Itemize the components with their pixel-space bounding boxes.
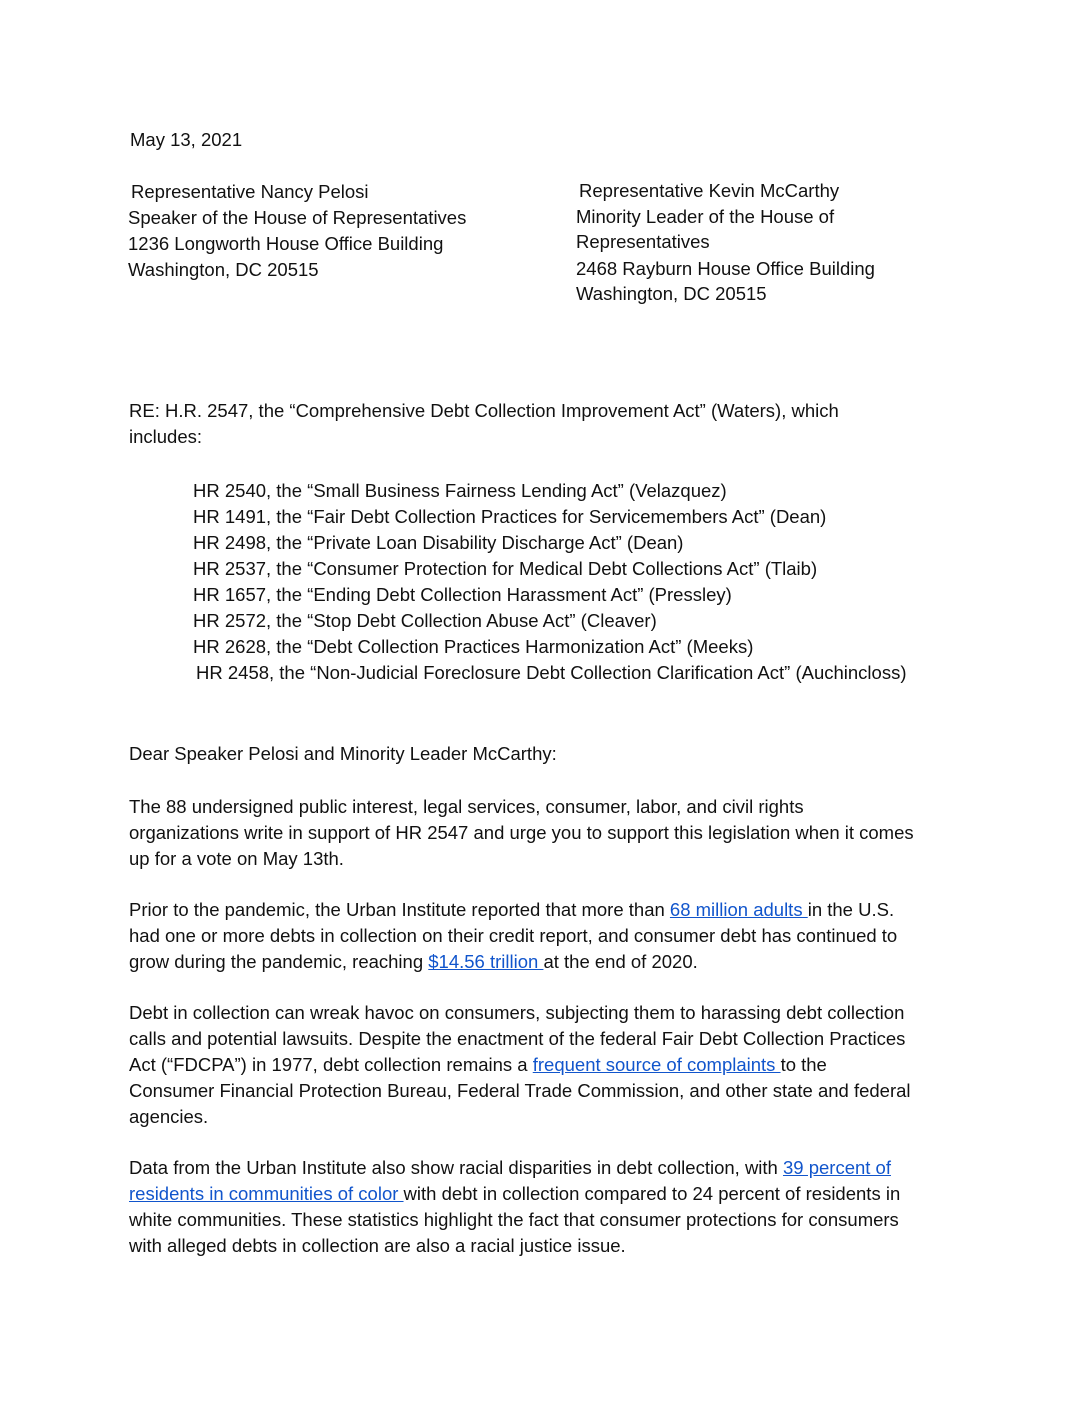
paragraph-text: Data from the Urban Institute also show racial disparities in debt collection, with xyxy=(129,1157,783,1178)
paragraph-debt-stats xyxy=(129,897,969,975)
paragraph-text: with debt in collection compared to 24 percent of residents in xyxy=(403,1183,901,1204)
bill-item: HR 2572, the “Stop Debt Collection Abuse Act” (Cleaver) xyxy=(193,610,657,631)
paragraph-text: in the U.S. xyxy=(807,899,895,920)
paragraph-line: with alleged debts in collection are also a racial justice issue. xyxy=(129,1235,626,1256)
paragraph-text: at the end of 2020. xyxy=(543,951,698,972)
bill-item: HR 2458, the “Non-Judicial Foreclosure Debt Collection Clarification Act” (Auchincloss) xyxy=(196,662,907,683)
paragraph-line: white communities. These statistics highlight the fact that consumer protections for consumers xyxy=(129,1209,899,1230)
paragraph-line: agencies. xyxy=(129,1106,209,1127)
bill-item: HR 1491, the “Fair Debt Collection Practices for Servicemembers Act” (Dean) xyxy=(193,506,827,527)
paragraph-fdcpa xyxy=(129,1000,969,1130)
recipient-right-title-cont: Representatives xyxy=(576,231,710,252)
paragraph-line xyxy=(129,1181,969,1207)
bill-item: HR 2540, the “Small Business Fairness Lending Act” (Velazquez) xyxy=(193,480,727,501)
paragraph-line xyxy=(129,1155,969,1181)
recipient-left-city: Washington, DC 20515 xyxy=(128,259,319,280)
bill-list xyxy=(193,478,907,686)
paragraph-line: up for a vote on May 13th. xyxy=(129,848,344,869)
re-subject xyxy=(129,398,839,450)
paragraph-line xyxy=(129,897,969,923)
paragraph-text: to the xyxy=(780,1054,827,1075)
link-residents-communities-of-color[interactable]: residents in communities of color xyxy=(129,1183,404,1204)
re-line: includes: xyxy=(129,426,203,447)
paragraph-line: The 88 undersigned public interest, legal services, consumer, labor, and civil rights xyxy=(129,796,804,817)
bill-item: HR 2628, the “Debt Collection Practices Harmonization Act” (Meeks) xyxy=(193,636,754,657)
paragraph-line: organizations write in support of HR 2547 and urge you to support this legislation when it comes xyxy=(129,822,914,843)
bill-item: HR 2537, the “Consumer Protection for Medical Debt Collections Act” (Tlaib) xyxy=(193,558,818,579)
paragraph-text: grow during the pandemic, reaching xyxy=(129,951,429,972)
paragraph-line: Debt in collection can wreak havoc on consumers, subjecting them to harassing debt collection xyxy=(129,1002,905,1023)
paragraph-line: calls and potential lawsuits. Despite the enactment of the federal Fair Debt Collection Practices xyxy=(129,1028,906,1049)
bill-item: HR 2498, the “Private Loan Disability Discharge Act” (Dean) xyxy=(193,532,684,553)
link-39-percent[interactable]: 39 percent of xyxy=(782,1157,891,1178)
paragraph-line: Consumer Financial Protection Bureau, Federal Trade Commission, and other state and federal xyxy=(129,1080,911,1101)
link-68-million-adults[interactable]: 68 million adults xyxy=(669,899,808,920)
link-14-56-trillion[interactable]: $14.56 trillion xyxy=(428,951,544,972)
link-frequent-source-of-complaints[interactable]: frequent source of complaints xyxy=(532,1054,781,1075)
recipient-right-title: Minority Leader of the House of xyxy=(576,206,835,227)
salutation: Dear Speaker Pelosi and Minority Leader McCarthy: xyxy=(129,743,557,764)
recipient-right-city: Washington, DC 20515 xyxy=(576,283,767,304)
paragraph-text: Prior to the pandemic, the Urban Institute reported that more than xyxy=(129,899,670,920)
bill-item: HR 1657, the “Ending Debt Collection Harassment Act” (Pressley) xyxy=(193,584,732,605)
recipient-left-name: Representative Nancy Pelosi xyxy=(131,181,369,202)
paragraph-line xyxy=(129,949,969,975)
letter-date: May 13, 2021 xyxy=(130,129,243,150)
paragraph-racial-disparities xyxy=(129,1155,969,1259)
paragraph-line: had one or more debts in collection on their credit report, and consumer debt has continued to xyxy=(129,925,898,946)
recipient-right-address: 2468 Rayburn House Office Building xyxy=(576,258,875,279)
recipient-right-name: Representative Kevin McCarthy xyxy=(579,180,840,201)
recipient-left-title: Speaker of the House of Representatives xyxy=(128,207,467,228)
paragraph-text: Act (“FDCPA”) in 1977, debt collection remains a xyxy=(129,1054,533,1075)
re-line: RE: H.R. 2547, the “Comprehensive Debt Collection Improvement Act” (Waters), which xyxy=(129,400,839,421)
recipient-left-address: 1236 Longworth House Office Building xyxy=(128,233,444,254)
paragraph-line xyxy=(129,1052,969,1078)
paragraph-support xyxy=(129,794,969,872)
